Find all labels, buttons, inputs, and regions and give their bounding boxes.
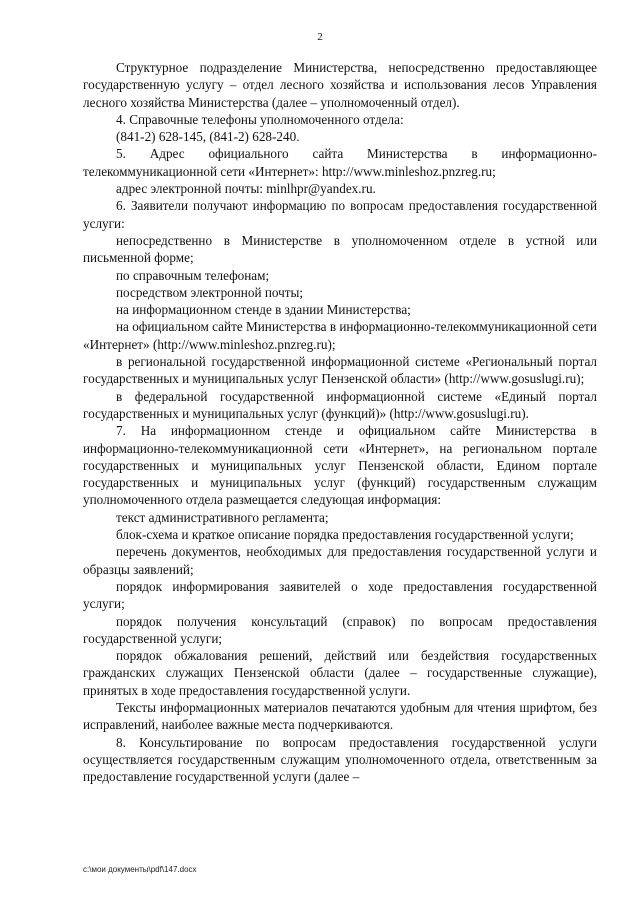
paragraph: перечень документов, необходимых для предоставления государственной услуги и образцы заявлений;	[83, 544, 597, 577]
paragraph: в федеральной государственной информационной системе «Единый портал государственных и муниципальных услуг (функций)» (http://www.gosuslugi.ru).	[83, 388, 597, 421]
paragraph: посредством электронной почты;	[116, 284, 304, 300]
paragraph: порядок получения консультаций (справок) по вопросам предоставления государственной услуги;	[83, 613, 597, 646]
paragraph: 8. Консультирование по вопросам предоставления государственной услуги осуществляется государственным служащим уполномоченного отдела, ответственным за предоставление государственной услуги (далее –	[83, 734, 597, 785]
paragraph: Структурное подразделение Министерства, непосредственно предоставляющее государственную услугу – отдел лесного хозяйства и использования лесов Управления лесного хозяйства Министерства (далее – уполномоченный отдел).	[83, 60, 597, 110]
paragraph: порядок обжалования решений, действий или бездействия государственных гражданских служащих Пензенской области (далее – государственные служащие), принятых в ходе предоставления государственной услуги.	[83, 648, 597, 698]
paragraph: 4. Справочные телефоны уполномоченного отдела:	[116, 111, 404, 127]
paragraph: по справочным телефонам;	[116, 267, 270, 283]
paragraph: 5. Адрес официального сайта Министерства в информационно-телекоммуникационной сети «Интернет»: http://www.minleshoz.pnzreg.ru;	[83, 146, 597, 179]
paragraph: в региональной государственной информационной системе «Региональный портал государственных и муниципальных услуг Пензенской области» (http://www.gosuslugi.ru);	[83, 354, 597, 387]
paragraph: на информационном стенде в здании Министерства;	[116, 302, 411, 318]
paragraph: порядок информирования заявителей о ходе предоставления государственной услуги;	[83, 578, 597, 612]
paragraph: (841-2) 628-145, (841-2) 628-240.	[116, 129, 300, 145]
paragraph: 7. На информационном стенде и официальном сайте Министерства в информационно-телекоммуникационной сети «Интернет», на региональном портале государственных и муниципальных услуг Пензенской области, Едином портале государственных и муниципальных услуг (функций) государственным служащим уполномоченного отдела размещается следующая информация:	[83, 423, 597, 508]
page-number: 2	[317, 31, 323, 43]
paragraph: адрес электронной почты: minlhpr@yandex.ru.	[116, 181, 376, 197]
paragraph: текст административного регламента;	[116, 509, 329, 525]
paragraph: блок-схема и краткое описание порядка предоставления государственной услуги;	[116, 527, 574, 543]
paragraph: Тексты информационных материалов печатаются удобным для чтения шрифтом, без исправлений, наиболее важные места подчеркиваются.	[83, 699, 597, 733]
footer-file-path: c:\мои документы\pdf\147.docx	[83, 865, 197, 874]
paragraph: непосредственно в Министерстве в уполномоченном отделе в устной или письменной форме;	[83, 232, 597, 266]
document-body	[83, 59, 597, 785]
paragraph: 6. Заявители получают информацию по вопросам предоставления государственной услуги:	[83, 198, 597, 231]
paragraph: на официальном сайте Министерства в информационно-телекоммуникационной сети «Интернет» (http://www.minleshoz.pnzreg.ru);	[83, 319, 597, 352]
